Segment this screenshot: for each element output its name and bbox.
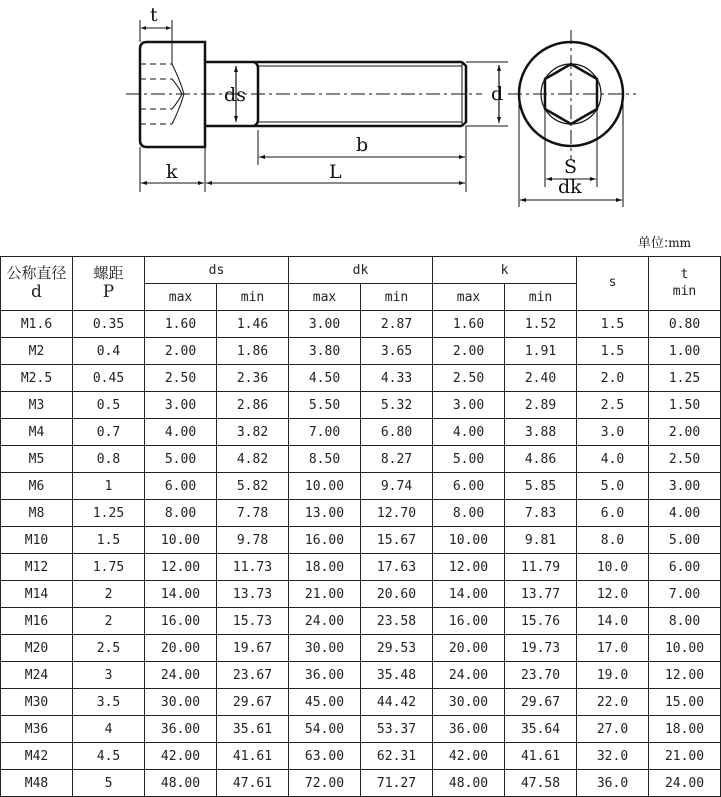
cell-size: M30 [1,689,73,716]
cell-s: 27.0 [577,716,649,743]
cell-k-min: 19.73 [505,635,577,662]
cell-k-max: 6.00 [433,473,505,500]
cell-size: M14 [1,581,73,608]
cell-size: M24 [1,662,73,689]
cell-dk-max: 72.00 [289,770,361,797]
screw-technical-drawing [0,0,721,235]
cell-k-max: 2.50 [433,365,505,392]
cell-dk-min: 4.33 [361,365,433,392]
cell-ds-max: 6.00 [145,473,217,500]
cell-pitch: 0.45 [73,365,145,392]
cell-k-max: 1.60 [433,311,505,338]
cell-k-min: 5.85 [505,473,577,500]
cell-size: M4 [1,419,73,446]
cell-dk-max: 7.00 [289,419,361,446]
cell-k-min: 7.83 [505,500,577,527]
cell-t-min: 8.00 [649,608,721,635]
cell-size: M16 [1,608,73,635]
cell-ds-min: 2.36 [217,365,289,392]
cell-k-min: 9.81 [505,527,577,554]
unit-label [638,232,691,251]
cell-s: 3.0 [577,419,649,446]
cell-pitch: 2 [73,581,145,608]
cell-t-min: 2.00 [649,419,721,446]
cell-size: M6 [1,473,73,500]
header-nominal-cn: 公称直径 [6,263,67,282]
cell-dk-min: 2.87 [361,311,433,338]
cell-dk-max: 3.80 [289,338,361,365]
cell-dk-max: 13.00 [289,500,361,527]
cell-s: 36.0 [577,770,649,797]
cell-pitch: 0.4 [73,338,145,365]
cell-s: 22.0 [577,689,649,716]
cell-dk-min: 20.60 [361,581,433,608]
header-s-label: s [608,275,617,291]
table-row [1,392,721,419]
table-body [1,311,721,797]
cell-ds-max: 30.00 [145,689,217,716]
header-k-max: max [433,284,505,311]
cell-dk-max: 5.50 [289,392,361,419]
cell-size: M3 [1,392,73,419]
dim-label-s: S [564,156,578,178]
cell-ds-max: 42.00 [145,743,217,770]
table-row [1,608,721,635]
cell-pitch: 5 [73,770,145,797]
table-row [1,527,721,554]
cell-pitch: 0.5 [73,392,145,419]
cell-size: M2 [1,338,73,365]
cell-dk-max: 8.50 [289,446,361,473]
dim-label-k: k [166,161,178,183]
cell-pitch: 1 [73,473,145,500]
dim-label-L: L [329,161,342,183]
table-row [1,770,721,797]
cell-k-min: 11.79 [505,554,577,581]
unit-prefix: 单位: [637,236,669,251]
cell-ds-min: 13.73 [217,581,289,608]
cell-ds-max: 2.00 [145,338,217,365]
table-row [1,554,721,581]
cell-s: 1.5 [577,311,649,338]
cell-ds-min: 41.61 [217,743,289,770]
cell-k-max: 4.00 [433,419,505,446]
cell-size: M8 [1,500,73,527]
header-dk-max: max [289,284,361,311]
cell-ds-min: 19.67 [217,635,289,662]
cell-pitch: 0.7 [73,419,145,446]
dimensions-table [0,256,721,797]
cell-t-min: 0.80 [649,311,721,338]
cell-size: M48 [1,770,73,797]
cell-size: M42 [1,743,73,770]
cell-ds-max: 10.00 [145,527,217,554]
cell-t-min: 21.00 [649,743,721,770]
cell-dk-min: 9.74 [361,473,433,500]
cell-pitch: 2 [73,608,145,635]
cell-k-min: 1.91 [505,338,577,365]
cell-ds-min: 5.82 [217,473,289,500]
cell-s: 10.0 [577,554,649,581]
cell-s: 5.0 [577,473,649,500]
cell-ds-max: 8.00 [145,500,217,527]
cell-dk-min: 3.65 [361,338,433,365]
table-row [1,446,721,473]
cell-dk-max: 45.00 [289,689,361,716]
cell-pitch: 0.35 [73,311,145,338]
cell-t-min: 15.00 [649,689,721,716]
cell-size: M36 [1,716,73,743]
cell-dk-max: 3.00 [289,311,361,338]
cell-pitch: 1.5 [73,527,145,554]
cell-ds-max: 12.00 [145,554,217,581]
cell-k-max: 30.00 [433,689,505,716]
cell-s: 1.5 [577,338,649,365]
cell-s: 4.0 [577,446,649,473]
cell-ds-max: 5.00 [145,446,217,473]
cell-k-min: 35.64 [505,716,577,743]
cell-s: 8.0 [577,527,649,554]
header-t-sub: min [672,283,697,299]
cell-s: 14.0 [577,608,649,635]
cell-s: 17.0 [577,635,649,662]
table-row [1,473,721,500]
cell-dk-min: 6.80 [361,419,433,446]
cell-size: M12 [1,554,73,581]
cell-ds-max: 2.50 [145,365,217,392]
cell-k-max: 36.00 [433,716,505,743]
dim-label-ds: ds [224,84,246,106]
cell-ds-max: 4.00 [145,419,217,446]
cell-k-max: 5.00 [433,446,505,473]
cell-dk-min: 62.31 [361,743,433,770]
cell-size: M1.6 [1,311,73,338]
cell-k-min: 2.89 [505,392,577,419]
cell-k-min: 23.70 [505,662,577,689]
header-s [577,257,649,311]
cell-k-min: 15.76 [505,608,577,635]
cell-k-max: 16.00 [433,608,505,635]
table-row [1,500,721,527]
dim-label-dk: dk [558,176,582,198]
cell-k-max: 2.00 [433,338,505,365]
cell-dk-max: 16.00 [289,527,361,554]
cell-ds-min: 4.82 [217,446,289,473]
cell-t-min: 1.00 [649,338,721,365]
cell-ds-max: 20.00 [145,635,217,662]
cell-pitch: 0.8 [73,446,145,473]
cell-pitch: 4.5 [73,743,145,770]
header-ds: ds [145,257,289,284]
table-row [1,419,721,446]
cell-dk-max: 30.00 [289,635,361,662]
cell-k-min: 13.77 [505,581,577,608]
cell-s: 32.0 [577,743,649,770]
dim-label-b: b [356,134,369,156]
cell-t-min: 3.00 [649,473,721,500]
cell-dk-min: 8.27 [361,446,433,473]
header-t [649,257,721,311]
table-row [1,581,721,608]
cell-ds-min: 7.78 [217,500,289,527]
cell-k-min: 4.86 [505,446,577,473]
cell-t-min: 24.00 [649,770,721,797]
cell-t-min: 18.00 [649,716,721,743]
cell-ds-min: 2.86 [217,392,289,419]
cell-dk-min: 29.53 [361,635,433,662]
cell-dk-min: 15.67 [361,527,433,554]
header-t-label: t [680,267,689,283]
header-dk-min: min [361,284,433,311]
header-pitch [73,257,145,311]
cell-k-max: 24.00 [433,662,505,689]
header-pitch-sym: P [102,282,115,303]
cell-dk-max: 24.00 [289,608,361,635]
cell-dk-max: 10.00 [289,473,361,500]
cell-dk-min: 5.32 [361,392,433,419]
cell-ds-min: 29.67 [217,689,289,716]
header-ds-max: max [145,284,217,311]
cell-k-max: 10.00 [433,527,505,554]
cell-size: M5 [1,446,73,473]
screw-drawing-svg [0,0,721,235]
cell-ds-min: 11.73 [217,554,289,581]
cell-dk-max: 63.00 [289,743,361,770]
cell-k-min: 47.58 [505,770,577,797]
cell-dk-max: 36.00 [289,662,361,689]
cell-k-min: 3.88 [505,419,577,446]
cell-k-max: 48.00 [433,770,505,797]
cell-t-min: 10.00 [649,635,721,662]
table-row [1,716,721,743]
cell-ds-min: 47.61 [217,770,289,797]
cell-ds-min: 1.46 [217,311,289,338]
cell-t-min: 12.00 [649,662,721,689]
cell-ds-max: 1.60 [145,311,217,338]
cell-k-max: 12.00 [433,554,505,581]
cell-k-max: 42.00 [433,743,505,770]
cell-t-min: 2.50 [649,446,721,473]
cell-ds-min: 15.73 [217,608,289,635]
cell-s: 2.0 [577,365,649,392]
cell-pitch: 4 [73,716,145,743]
cell-s: 19.0 [577,662,649,689]
cell-ds-max: 3.00 [145,392,217,419]
header-dk: dk [289,257,433,284]
header-k: k [433,257,577,284]
cell-size: M20 [1,635,73,662]
cell-size: M10 [1,527,73,554]
header-nominal-sym: d [31,282,42,303]
cell-k-max: 8.00 [433,500,505,527]
table-row [1,662,721,689]
cell-dk-max: 54.00 [289,716,361,743]
cell-dk-min: 71.27 [361,770,433,797]
cell-dk-min: 44.42 [361,689,433,716]
cell-ds-max: 24.00 [145,662,217,689]
cell-ds-min: 9.78 [217,527,289,554]
cell-k-min: 29.67 [505,689,577,716]
dim-label-t: t [150,4,158,26]
table-row [1,338,721,365]
cell-s: 12.0 [577,581,649,608]
cell-s: 6.0 [577,500,649,527]
cell-pitch: 3 [73,662,145,689]
cell-t-min: 7.00 [649,581,721,608]
cell-t-min: 1.25 [649,365,721,392]
cell-ds-max: 16.00 [145,608,217,635]
dim-label-d: d [491,83,504,105]
cell-size: M2.5 [1,365,73,392]
table-row [1,311,721,338]
cell-k-max: 3.00 [433,392,505,419]
header-pitch-cn: 螺距 [93,263,124,282]
cell-dk-min: 53.37 [361,716,433,743]
cell-ds-min: 35.61 [217,716,289,743]
cell-dk-max: 4.50 [289,365,361,392]
header-k-min: min [505,284,577,311]
cell-pitch: 2.5 [73,635,145,662]
cell-dk-max: 18.00 [289,554,361,581]
cell-dk-min: 12.70 [361,500,433,527]
cell-pitch: 1.75 [73,554,145,581]
cell-k-min: 1.52 [505,311,577,338]
cell-pitch: 1.25 [73,500,145,527]
cell-dk-min: 17.63 [361,554,433,581]
cell-k-min: 2.40 [505,365,577,392]
cell-dk-max: 21.00 [289,581,361,608]
cell-t-min: 1.50 [649,392,721,419]
cell-pitch: 3.5 [73,689,145,716]
table-row [1,635,721,662]
cell-ds-min: 1.86 [217,338,289,365]
cell-dk-min: 35.48 [361,662,433,689]
cell-ds-max: 36.00 [145,716,217,743]
cell-ds-min: 23.67 [217,662,289,689]
cell-k-min: 41.61 [505,743,577,770]
cell-ds-min: 3.82 [217,419,289,446]
cell-dk-min: 23.58 [361,608,433,635]
table-row [1,689,721,716]
cell-t-min: 6.00 [649,554,721,581]
cell-k-max: 20.00 [433,635,505,662]
cell-ds-max: 14.00 [145,581,217,608]
cell-ds-max: 48.00 [145,770,217,797]
header-nominal-diameter [1,257,73,311]
cell-k-max: 14.00 [433,581,505,608]
cell-s: 2.5 [577,392,649,419]
unit-value: mm [668,236,691,250]
table-row [1,365,721,392]
header-ds-min: min [217,284,289,311]
cell-t-min: 5.00 [649,527,721,554]
table-row [1,743,721,770]
cell-t-min: 4.00 [649,500,721,527]
